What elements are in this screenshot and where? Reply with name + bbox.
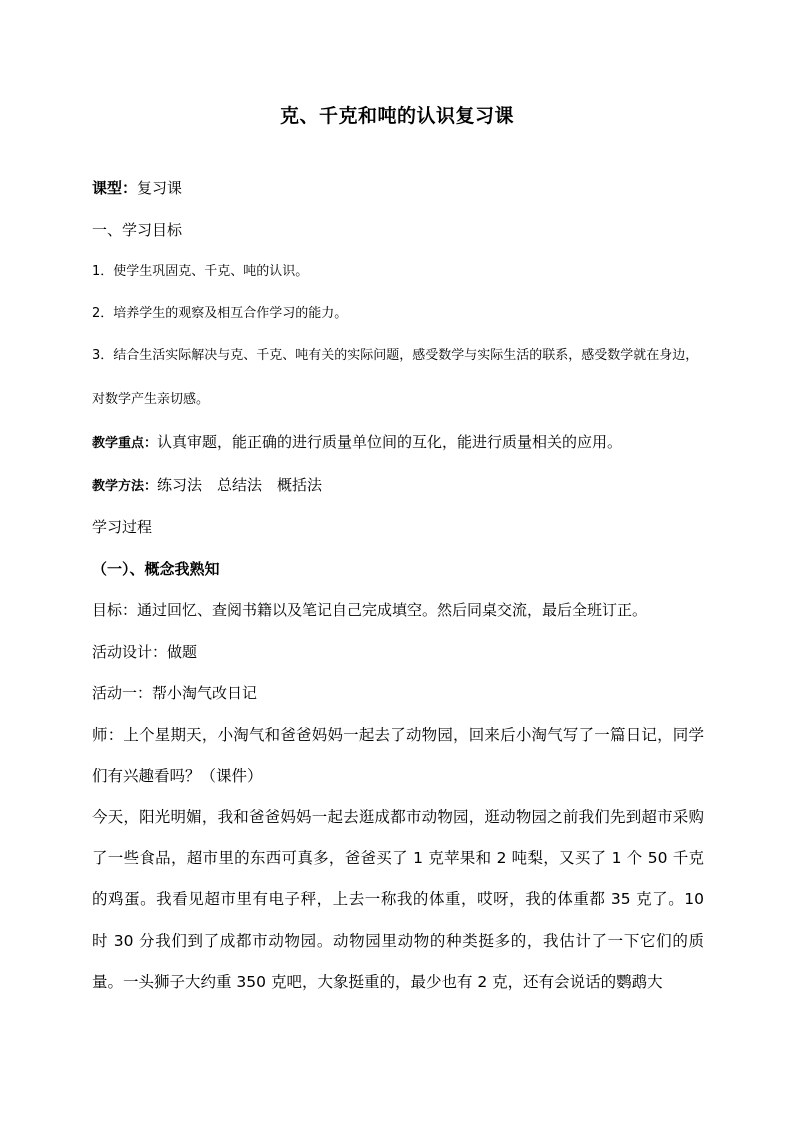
goal-item-1: 1．使学生巩固克、千克、吨的认识。 bbox=[92, 264, 309, 279]
method-label: 教学方法： bbox=[92, 478, 158, 494]
method-value: 练习法 总结法 概括法 bbox=[157, 475, 323, 494]
course-type-line bbox=[92, 168, 704, 210]
part1-heading: （一）、概念我熟知 bbox=[92, 559, 220, 578]
document-title: 克、千克和吨的认识复习课 bbox=[279, 105, 514, 127]
course-type-value: 复习课 bbox=[137, 179, 183, 197]
method-line bbox=[92, 465, 704, 508]
section-heading-goals: 一、学习目标 bbox=[92, 220, 183, 239]
process-heading: 学习过程 bbox=[92, 518, 153, 536]
document-body bbox=[92, 168, 704, 1003]
goal-item-3: 3．结合生活实际解决与克、千克、吨有关的实际问题，感受数学与实际生活的联系，感受数学就在身边，对数学产生亲切感。 bbox=[92, 348, 699, 407]
goal-item-2: 2．培养学生的观察及相互合作学习的能力。 bbox=[92, 305, 348, 321]
key-point-label: 教学重点： bbox=[92, 436, 158, 451]
course-type-label: 课型： bbox=[92, 179, 138, 197]
activity-design-line: 活动设计：做题 bbox=[92, 642, 198, 661]
key-point-line bbox=[92, 422, 704, 465]
teacher-paragraph: 师：上个星期天，小淘气和爸爸妈妈一起去了动物园，回来后小淘气写了一篇日记，同学们有兴趣看吗？（课件） bbox=[92, 725, 704, 785]
diary-paragraph: 今天，阳光明媚，我和爸爸妈妈一起去逛成都市动物园，逛动物园之前我们先到超市采购了一些食品，超市里的东西可真多，爸爸买了 1 克苹果和 2 吨梨，又买了 1 个 50 千克的鸡蛋。我看见超市里有电子秤，上去一称我的体重，哎呀，我的体重都 35 克了。10 时 30 分我们到了成都市动物园。动物园里动物的种类挺多的，我估计了一下它们的质量。一头狮子大约重 350 克吧，大象挺重的，最少也有 2 克，还有会说话的鹦鹉大 bbox=[92, 807, 704, 991]
objective-line: 目标：通过回忆、查阅书籍以及笔记自己完成填空。然后同桌交流，最后全班订正。 bbox=[92, 601, 648, 619]
key-point-value: 认真审题，能正确的进行质量单位间的互化，能进行质量相关的应用。 bbox=[157, 433, 623, 451]
activity1-line: 活动一：帮小淘气改日记 bbox=[92, 684, 258, 702]
